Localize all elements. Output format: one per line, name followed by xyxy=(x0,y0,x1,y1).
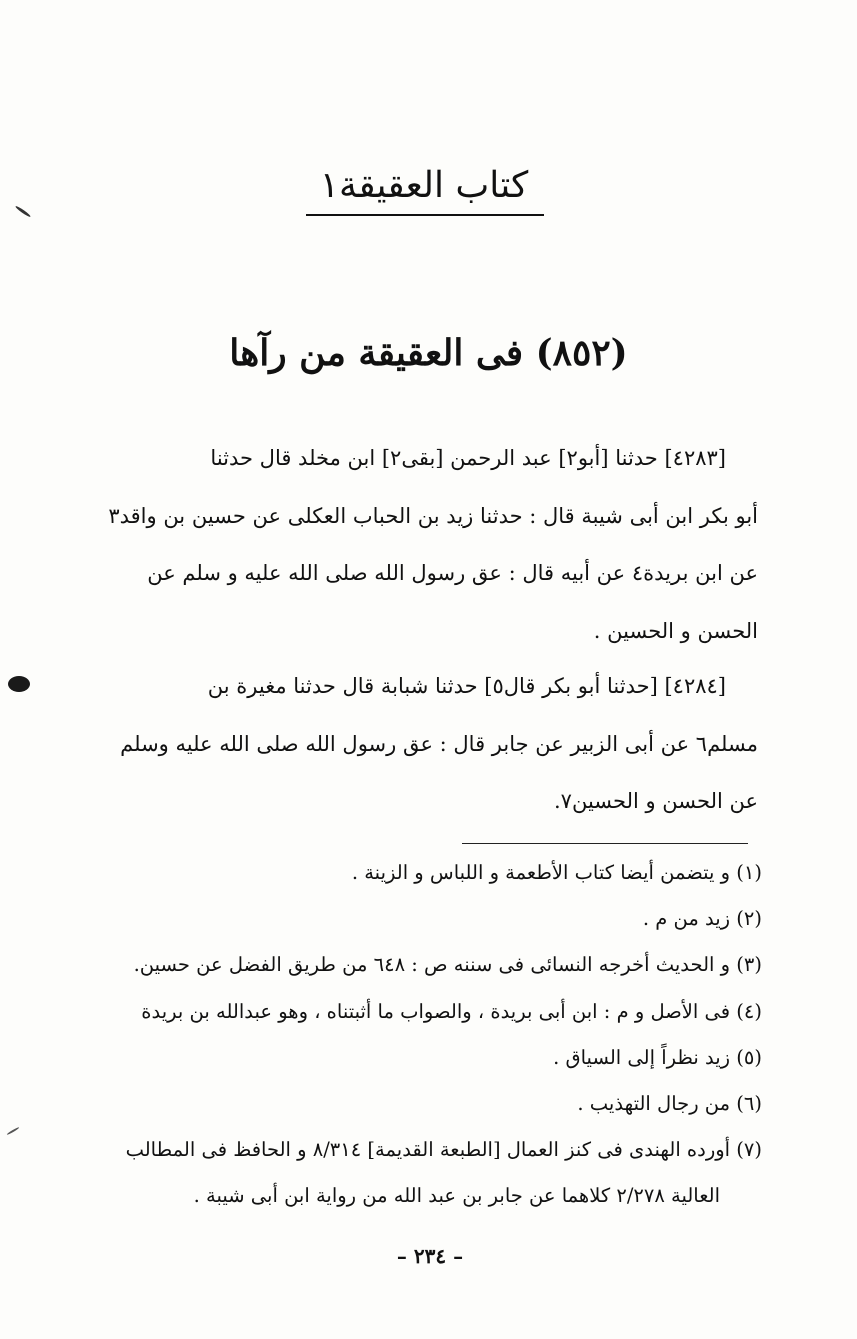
footnote-separator xyxy=(462,843,748,844)
hadith-line: مسلم٦ عن أبى الزبير عن جابر قال : عق رسول الله صلى الله عليه وسلم xyxy=(120,731,758,756)
chapter-heading: (٨٥٢) فى العقيقة من رآها xyxy=(229,332,628,374)
footnotes xyxy=(90,850,762,1220)
footnote-2: (٢) زيد من م . xyxy=(642,907,762,931)
hadith-line: [٤٢٨٤] [حدثنا أبو بكر قال٥] حدثنا شبابة قال حدثنا مغيرة بن xyxy=(207,674,726,698)
book-title: كتاب العقيقة١ xyxy=(319,165,529,206)
hadith-4284 xyxy=(90,658,758,831)
title-underline xyxy=(306,214,544,216)
footnote-4: (٤) فى الأصل و م : ابن أبى بريدة ، والصواب ما أثبتناه ، وهو عبدالله بن بريدة xyxy=(141,999,762,1023)
footnote-5: (٥) زيد نظراً إلى السياق . xyxy=(553,1045,762,1069)
hadith-line: عن ابن بريدة٤ عن أبيه قال : عق رسول الله صلى الله عليه و سلم عن xyxy=(147,561,758,585)
hadith-4283 xyxy=(90,430,758,660)
page-number: – ٢٣٤ – xyxy=(396,1244,464,1268)
footnote-7-continued: العالية ٢/٢٧٨ كلاهما عن جابر بن عبد الله من رواية ابن أبى شيبة . xyxy=(193,1184,720,1208)
hadith-line: أبو بكر ابن أبى شيبة قال : حدثنا زيد بن الحباب العكلى عن حسين بن واقد٣ xyxy=(108,503,758,528)
hadith-line: عن الحسن و الحسين٧. xyxy=(553,789,758,813)
footnote-1: (١) و يتضمن أيضا كتاب الأطعمة و اللباس و الزينة . xyxy=(351,861,762,884)
footnote-7: (٧) أورده الهندى فى كنز العمال [الطبعة القديمة] ٨/٣١٤ و الحافظ فى المطالب xyxy=(125,1138,762,1162)
footnote-6: (٦) من رجال التهذيب . xyxy=(577,1091,762,1115)
hadith-line: [٤٢٨٣] حدثنا [أبو٢] عبد الرحمن [بقى٢] ابن مخلد قال حدثنا xyxy=(210,446,726,470)
hadith-line: الحسن و الحسين . xyxy=(593,618,758,643)
scan-speck xyxy=(8,676,30,692)
scan-speck xyxy=(6,1127,19,1136)
footnote-3: (٣) و الحديث أخرجه النسائى فى سننه ص : ٦٤٨ من طريق الفضل عن حسين. xyxy=(133,953,762,977)
scan-speck xyxy=(15,205,31,218)
